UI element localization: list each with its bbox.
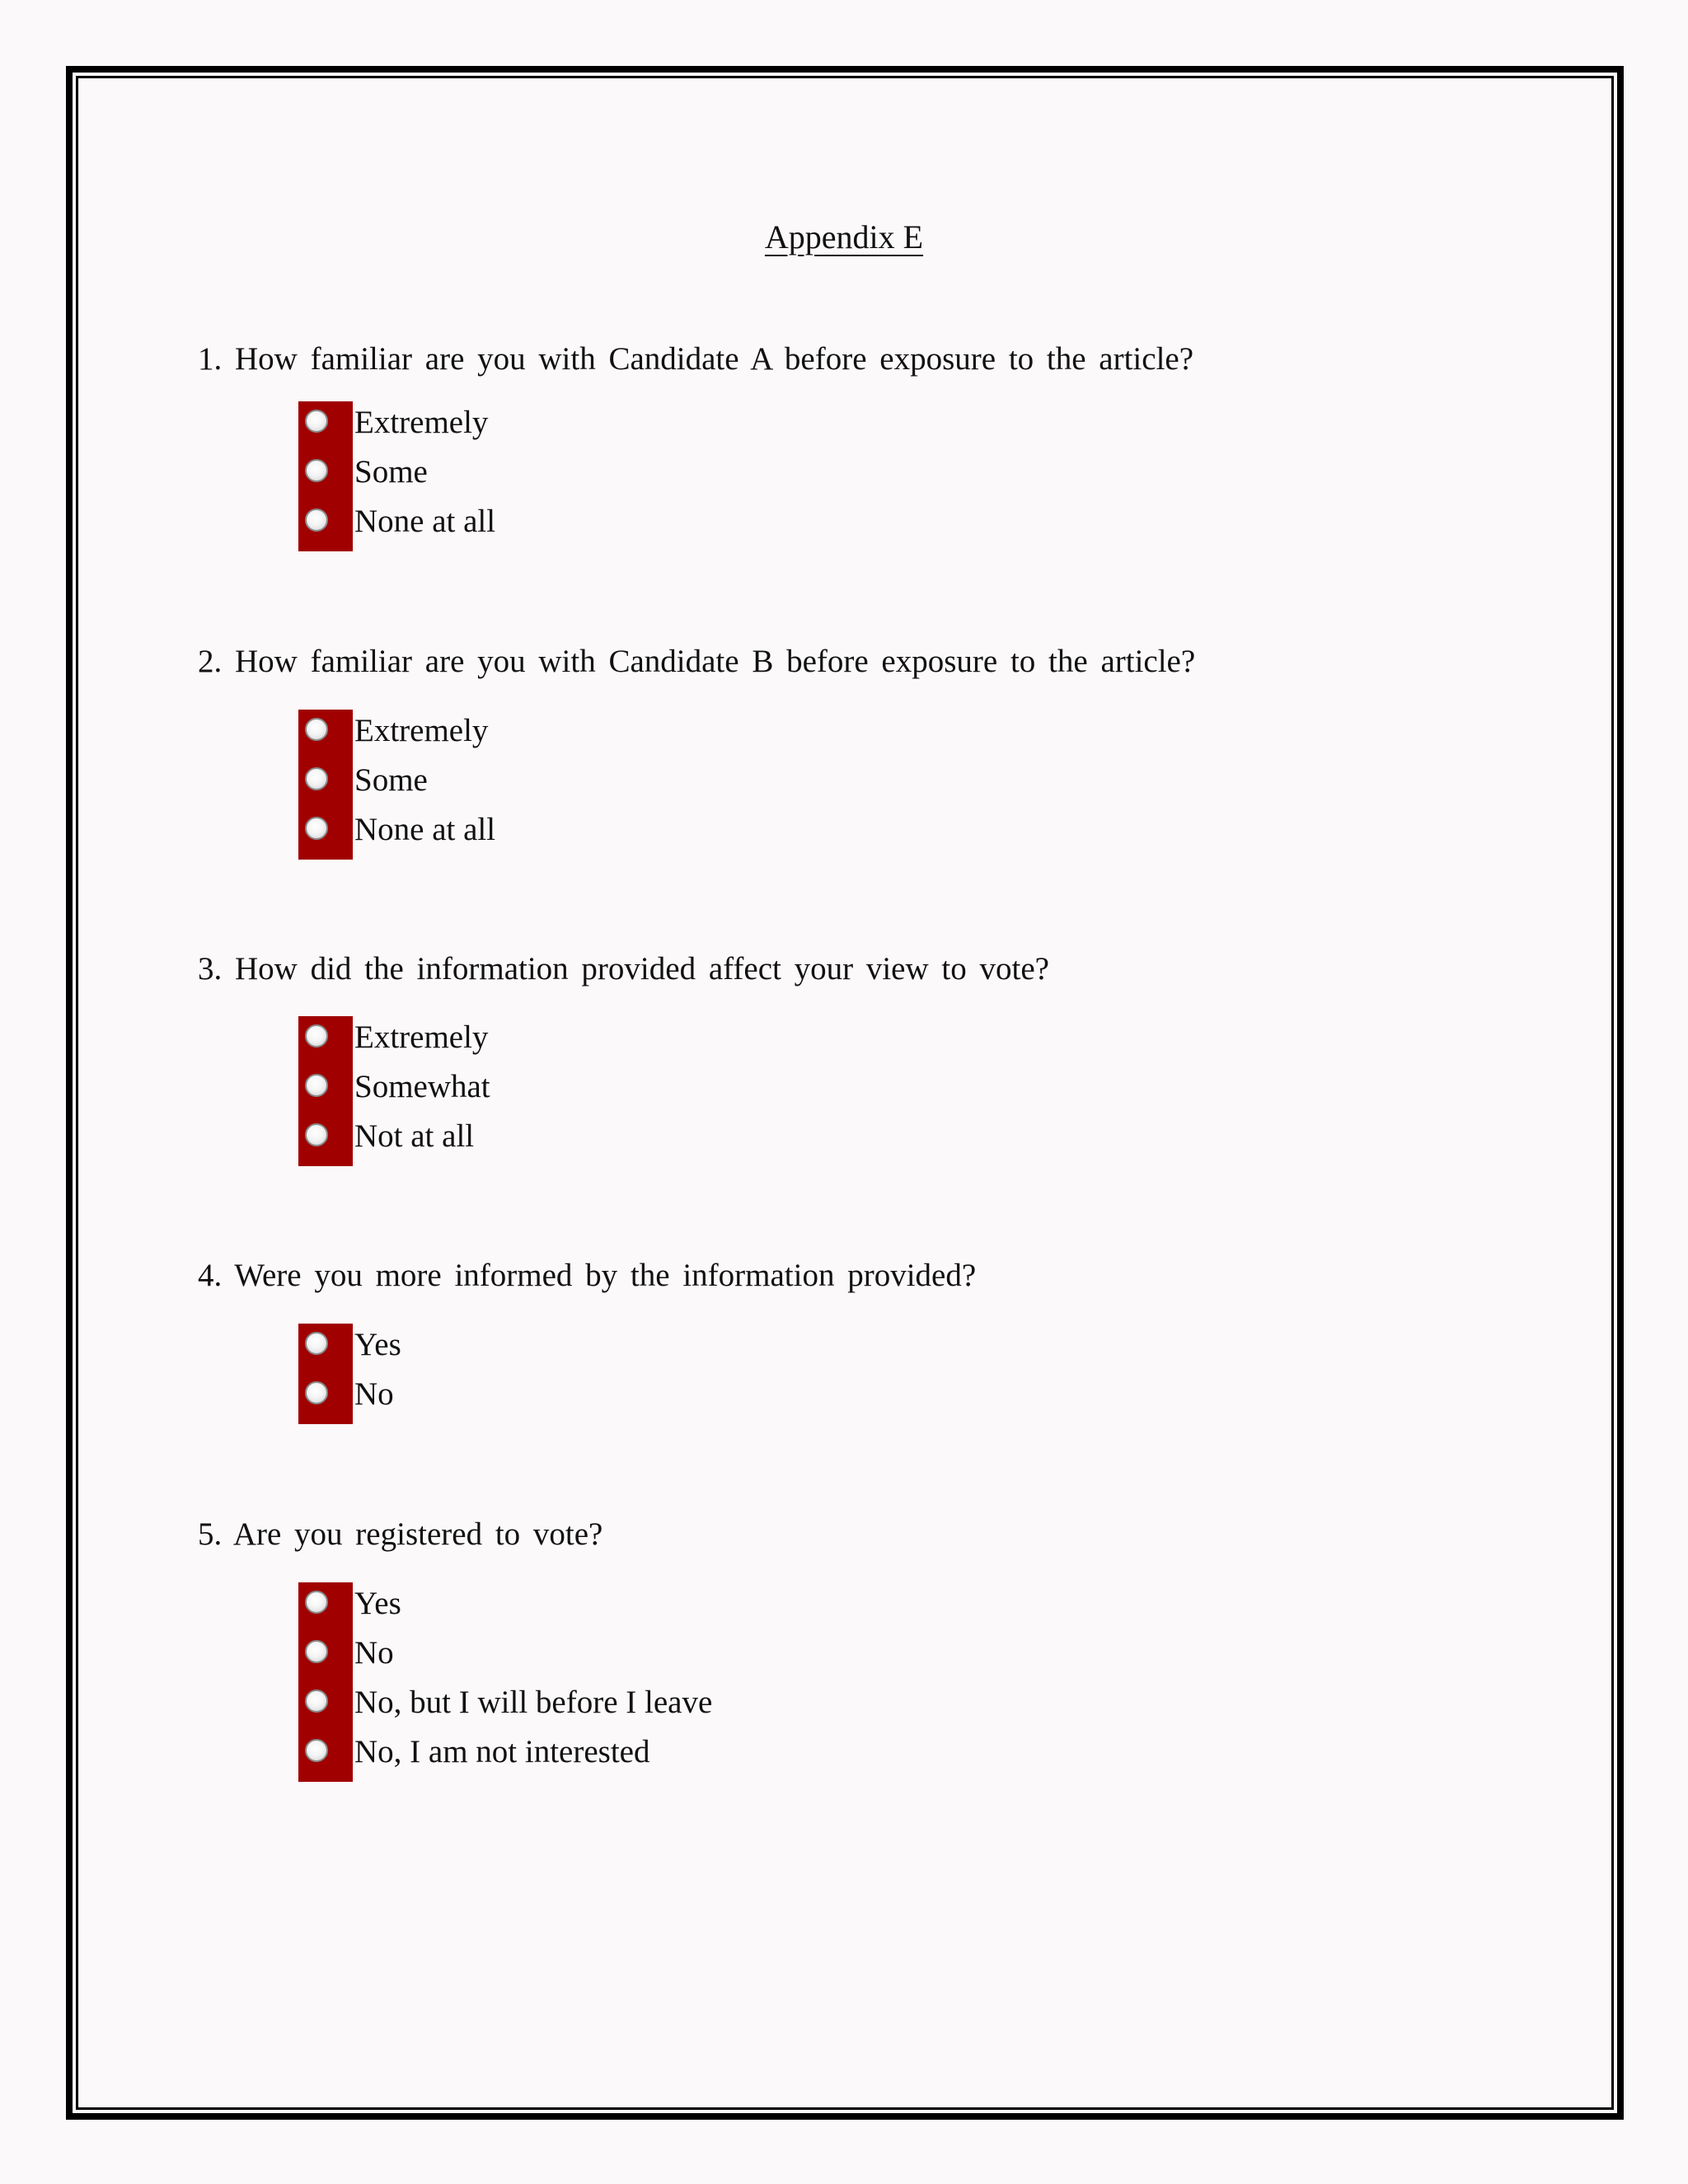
radio-button[interactable] [305,718,328,741]
radio-button[interactable] [305,410,328,433]
option-label: Some [354,762,428,798]
question-4: 4. Were you more informed by the information provided? [198,1258,977,1293]
option-q4-yes[interactable] [298,1324,793,1373]
option-label: No [354,1635,394,1671]
option-label: None at all [354,504,496,539]
option-q3-extremely[interactable] [298,1016,793,1066]
radio-button[interactable] [305,1591,328,1614]
option-label: Not at all [354,1118,475,1154]
option-label: Extremely [354,405,489,440]
page-title-text: Appendix E [764,218,924,255]
option-label: None at all [354,812,496,847]
option-label: Somewhat [354,1069,490,1104]
option-q3-not-at-all[interactable] [298,1115,793,1165]
option-q1-some[interactable] [298,451,793,500]
radio-button[interactable] [305,1024,328,1047]
radio-button[interactable] [305,767,328,790]
radio-button[interactable] [305,459,328,482]
radio-button[interactable] [305,1123,328,1146]
radio-button[interactable] [305,1739,328,1762]
option-label: Yes [354,1327,401,1362]
option-q5-not-interested[interactable] [298,1731,793,1780]
option-q4-no[interactable] [298,1373,793,1422]
option-q2-some[interactable] [298,759,793,808]
radio-button[interactable] [305,1074,328,1097]
question-2: 2. How familiar are you with Candidate B before exposure to the article? [198,644,1196,679]
radio-button[interactable] [305,1640,328,1663]
page-title [0,218,1688,257]
option-q1-extremely[interactable] [298,401,793,451]
option-q2-extremely[interactable] [298,710,793,759]
option-label: Extremely [354,1019,489,1055]
question-1: 1. How familiar are you with Candidate A before exposure to the article? [198,341,1194,377]
option-label: No, I am not interested [354,1734,650,1769]
question-3: 3. How did the information provided affect your view to vote? [198,951,1049,987]
radio-button[interactable] [305,1381,328,1404]
option-label: No, but I will before I leave [354,1685,713,1720]
radio-button[interactable] [305,509,328,532]
question-5: 5. Are you registered to vote? [198,1516,603,1552]
radio-button[interactable] [305,1690,328,1713]
option-q5-no[interactable] [298,1632,793,1681]
radio-button[interactable] [305,817,328,840]
option-label: Some [354,454,428,490]
option-label: Extremely [354,713,489,748]
option-label: Yes [354,1586,401,1621]
radio-button[interactable] [305,1332,328,1355]
option-q1-none-at-all[interactable] [298,500,793,550]
option-label: No [354,1376,394,1412]
option-q3-somewhat[interactable] [298,1066,793,1115]
option-q2-none-at-all[interactable] [298,808,793,858]
option-q5-yes[interactable] [298,1582,793,1632]
option-q5-no-but-will[interactable] [298,1681,793,1731]
